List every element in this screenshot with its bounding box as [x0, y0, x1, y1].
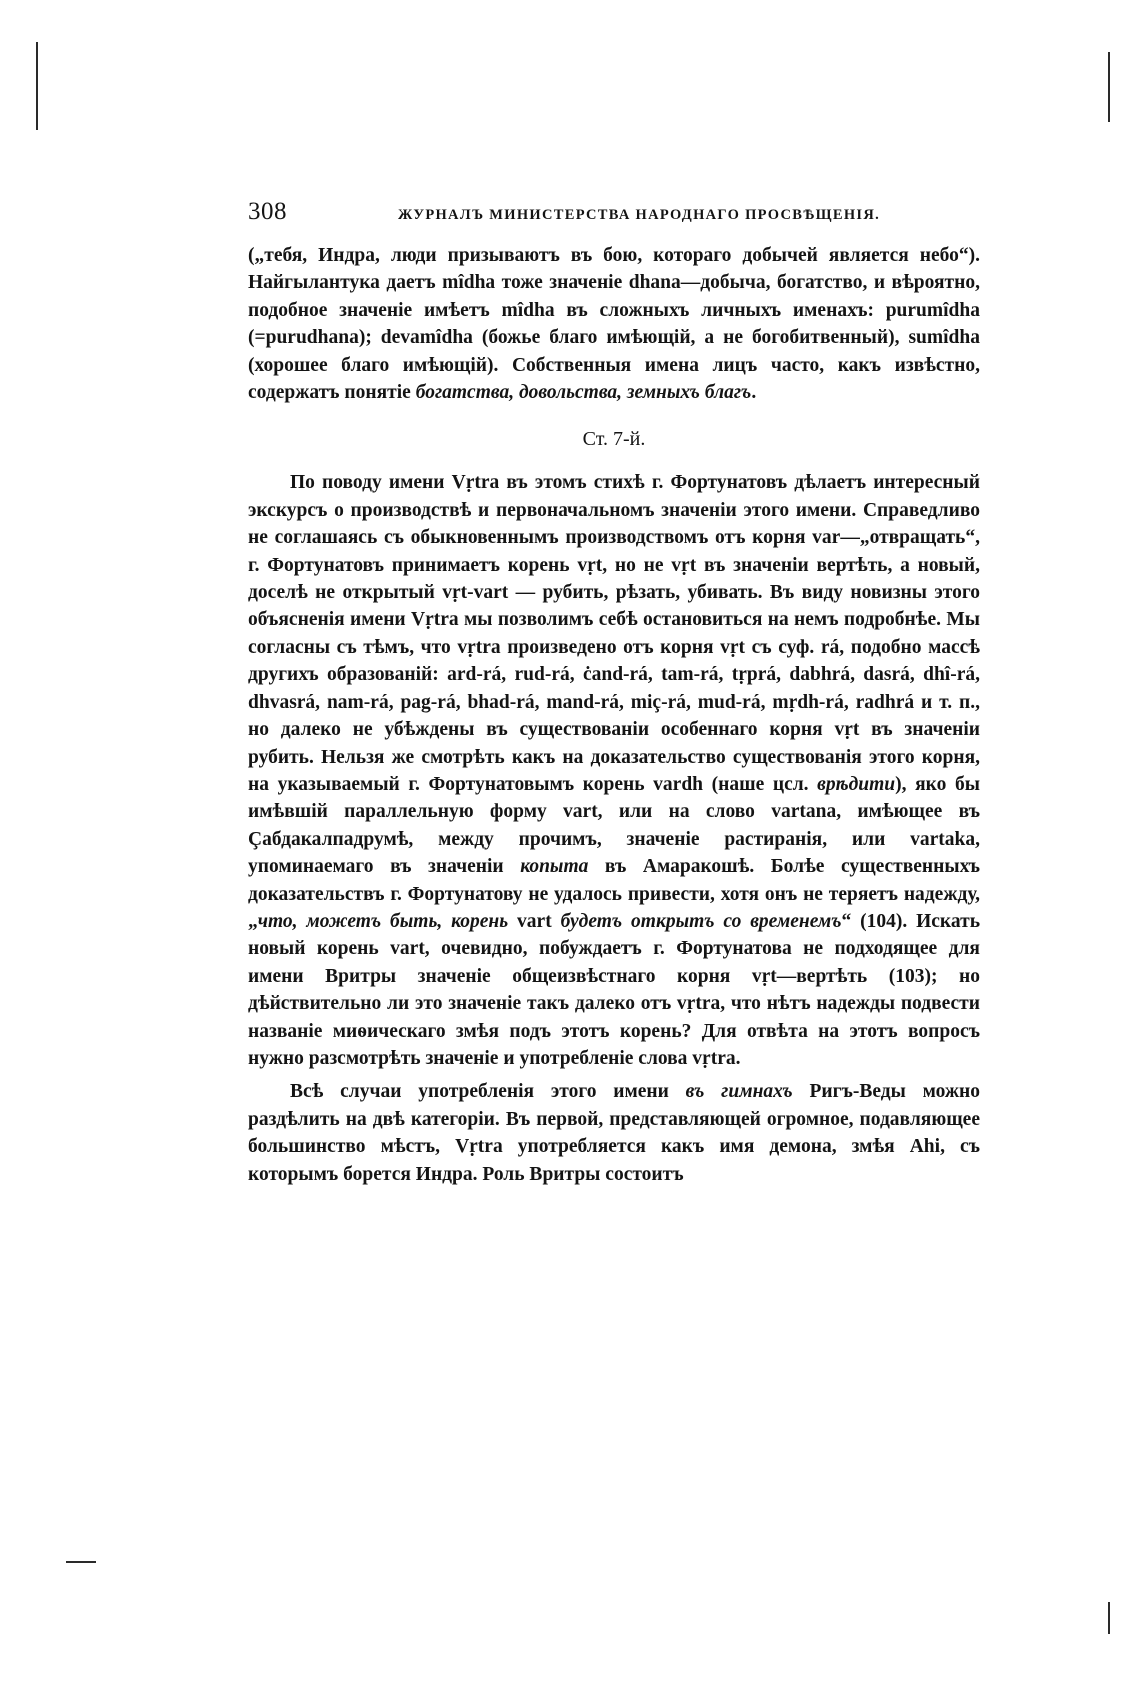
page-number: 308 — [248, 198, 287, 225]
scan-edge-mark — [1108, 52, 1110, 122]
journal-title: ЖУРНАЛЪ МИНИСТЕРСТВА НАРОДНАГО ПРОСВѢЩЕНІЯ. — [397, 207, 881, 223]
section-heading: Ст. 7-й. — [582, 428, 646, 451]
running-head — [248, 198, 980, 228]
scan-edge-mark — [1108, 1602, 1110, 1634]
paragraph: По поводу имени Vṛtra въ этомъ стихѣ г. Фортунатовъ дѣлаетъ интересный экскурсъ о производствѣ и первоначальномъ значеніи этого имени. Справедливо не соглашаясь съ обыкновеннымъ производствомъ отъ корня var—„отвращать“, г. Фортунатовъ принимаетъ корень vṛt, но не vṛt въ значеніи вертѣть, а новый, доселѣ не открытый vṛt-vart — рубить, рѣзать, убивать. Въ виду новизны этого объясненія имени Vṛtra мы позволимъ себѣ остановиться на немъ подробнѣе. Мы согласны съ тѣмъ, что vṛtra произведено отъ корня vṛt съ суф. rá, подобно массѣ другихъ образованій: ard-rá, rud-rá, ċand-rá, tam-rá, tṛprá, dabhrá, dasrá, dhî-rá, dhvasrá, nam-rá, pag-rá, bhad-rá, mand-rá, miç-rá, mud-rá, mṛdh-rá, radhrá и т. п., но далеко не убѣждены въ существованіи особеннаго корня vṛt въ значеніи рубить. Нельзя же смотрѣть какъ на доказательство существованія этого корня, на указываемый г. Фортунатовымъ корень vardh (наше цсл. врѣдити), яко бы имѣвшій параллельную форму vart, или на слово vartana, имѣющее въ Çабдакалпадрумѣ, между прочимъ, значеніе растиранія, или vartaka, упоминаемаго въ значеніи копыта въ Амаракошѣ. Болѣе существенныхъ доказательствъ г. Фортунатову не удалось привести, хотя онъ не теряетъ надежду, „что, можетъ быть, корень vart будетъ открытъ со временемъ“ (104). Искать новый корень vart, очевидно, побуждаетъ г. Фортунатова не подходящее для имени Вритры значеніе общеизвѣстнаго корня vṛt—вертѣть (103); но дѣйствительно ли это значеніе такъ далеко отъ vṛtra, что нѣтъ надежды подвести названіе миѳическаго змѣя подъ этотъ корень? Для отвѣта на этотъ вопросъ нужно разсмотрѣть значеніе и употребленіе слова vṛtra. — [248, 472, 981, 1069]
book-page — [248, 198, 980, 1188]
scan-edge-mark — [66, 1561, 96, 1563]
paragraph: Всѣ случаи употребленія этого имени въ гимнахъ Ригъ-Веды можно раздѣлить на двѣ категоріи. Въ первой, представляющей огромное, подавляющее большинство мѣстъ, Vṛtra употребляется какъ имя демона, змѣя Ahi, съ которымъ борется Индра. Роль Вритры состоитъ — [248, 1081, 980, 1185]
scan-edge-mark — [36, 42, 38, 130]
paragraph: („тебя, Индра, люди призываютъ въ бою, котораго добычей является небо“). Найгылантука даетъ mîdha тоже значеніе dhana—добыча, богатство, и вѣроятно, подобное значеніе имѣетъ mîdha въ сложныхъ личныхъ именахъ: purumîdha (=purudhana); devamîdha (божье благо имѣющій, а не богобитвенный), sumîdha (хорошее благо имѣющій). Собственныя имена лицъ часто, какъ извѣстно, содержатъ понятіе богатства, довольства, земныхъ благъ. — [248, 245, 980, 404]
